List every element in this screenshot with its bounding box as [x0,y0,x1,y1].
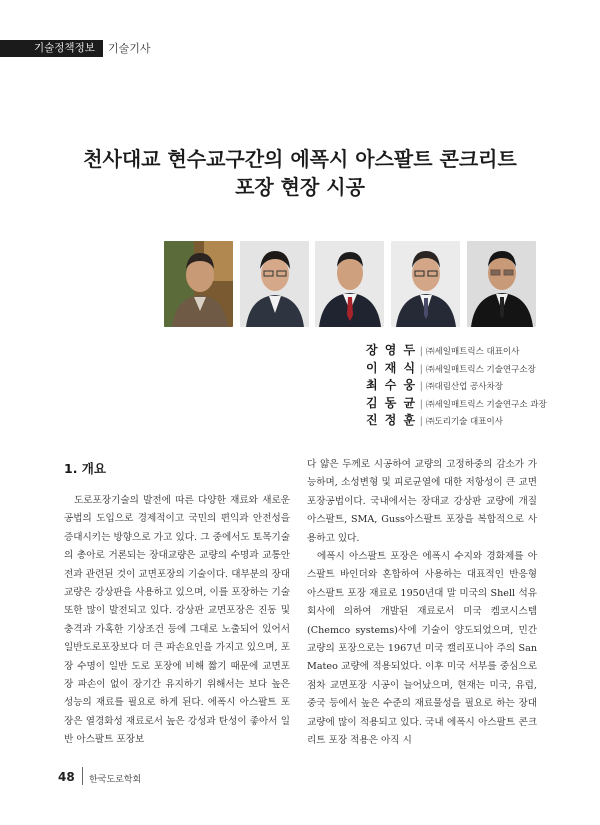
author-photo-3 [315,241,384,327]
author-entry: 이 재 식 | ㈜세일매트릭스 기술연구소장 [366,358,547,376]
author-photo-5 [467,241,536,327]
author-name: 진 정 훈 [366,413,417,427]
article-title-line-1: 천사대교 현수교구간의 에폭시 아스팔트 콘크리트 [83,147,517,171]
author-affiliation: ㈜세일매트릭스 대표이사 [426,347,520,357]
author-entry: 김 동 균 | ㈜세일매트릭스 기술연구소 과장 [366,393,547,411]
author-name: 최 수 웅 [366,378,417,392]
author-photo-4 [391,241,460,327]
body-paragraph: 다 얇은 두께로 시공하여 교량의 고정하중의 감소가 가능하며, 소성변형 및 피로균열에 대한 저항성이 큰 교면포장공법이다. 국내에서는 장대교 강상판 교량에 개질아스팔트, SMA, Guss아스팔트 포장을 복합적으로 사용하고 있다. [307,459,537,544]
right-column [307,456,537,751]
author-name: 장 영 두 [366,343,417,357]
author-name: 이 재 식 [366,360,417,375]
body-paragraph: 에폭시 아스팔트 포장은 에폭시 수지와 경화제를 아스팔트 바인더와 혼합하여 사용하는 대표적인 반응형 아스팔트 포장 재료로 1950년대 말 미국의 Shell 석유회사에 의하여 개발된 재료로서 미국 켐코시스템(Chemco systems)사에 기술이 양도되었으며, 민간교량의 포장으로는 1967년 미국 캘리포니아 주의 San Mateo 교량에 적용되었다. 이후 미국 서부를 중심으로 점차 교면포장 시공이 늘어났으며, 현재는 미국, 유럽, 중국 등에서 높은 수준의 재료물성을 필요로 하는 장대교량에 많이 적용되고 있다. 국내 에폭시 아스팔트 콘크리트 포장 적용은 아직 시 [307,551,537,747]
author-affiliation: ㈜도리기술 대표이사 [426,417,503,427]
author-entry: 장 영 두 | ㈜세일매트릭스 대표이사 [366,340,547,358]
author-photo-2 [240,241,309,327]
author-affiliation: ㈜대림산업 공사차장 [426,382,503,392]
left-column [64,492,290,750]
page-number: 48 [58,770,75,784]
author-entry: 최 수 웅 | ㈜대림산업 공사차장 [366,375,547,393]
section-heading: 1. 개요 [64,461,106,476]
author-affiliation: ㈜세일매트릭스 기술연구소장 [426,364,536,375]
author-affiliation: ㈜세일매트릭스 기술연구소 과장 [426,399,547,410]
body-paragraph: 도로포장기술의 발전에 따른 다양한 재료와 새로운 공법의 도입으로 경제적이고 국민의 편익과 안전성을 증대시키는 방향으로 가고 있다. 그 중에서도 토목기술의 총아로 거론되는 장대교량은 교량의 수명과 교통안전과 관련된 것이 교면포장의 기술이다. 대부분의 장대교량은 강상판을 사용하고 있으며, 이를 포장하는 기술 또한 많이 발전되고 있다. 강상판 교면포장은 진동 및 충격과 가혹한 기상조건 등에 그대로 노출되어 있어서 일반도로포장보다 더 큰 파손요인을 가지고 있으며, 포장 수명이 일반 도로 포장에 비해 짧기 때문에 교면포장 파손이 없이 장기간 유지하기 위해서는 보다 높은 성능의 재료를 필요로 하게 된다. 에폭시 아스팔트 포장은 열경화성 재료로서 높은 강성과 탄성이 좋아서 일반 아스팔트 포장보 [64,495,290,746]
category-tag: 기술정책정보 [0,40,103,57]
article-title-line-2: 포장 현장 시공 [235,175,365,199]
footer-organization: 한국도로학회 [89,775,142,785]
section-label: 기술기사 [108,42,151,55]
author-entry: 진 정 훈 | ㈜도리기술 대표이사 [366,410,547,428]
author-photos [164,241,536,327]
author-photo-1 [164,241,233,327]
author-list [366,340,547,428]
author-name: 김 동 균 [366,395,417,410]
footer-divider [82,767,83,785]
